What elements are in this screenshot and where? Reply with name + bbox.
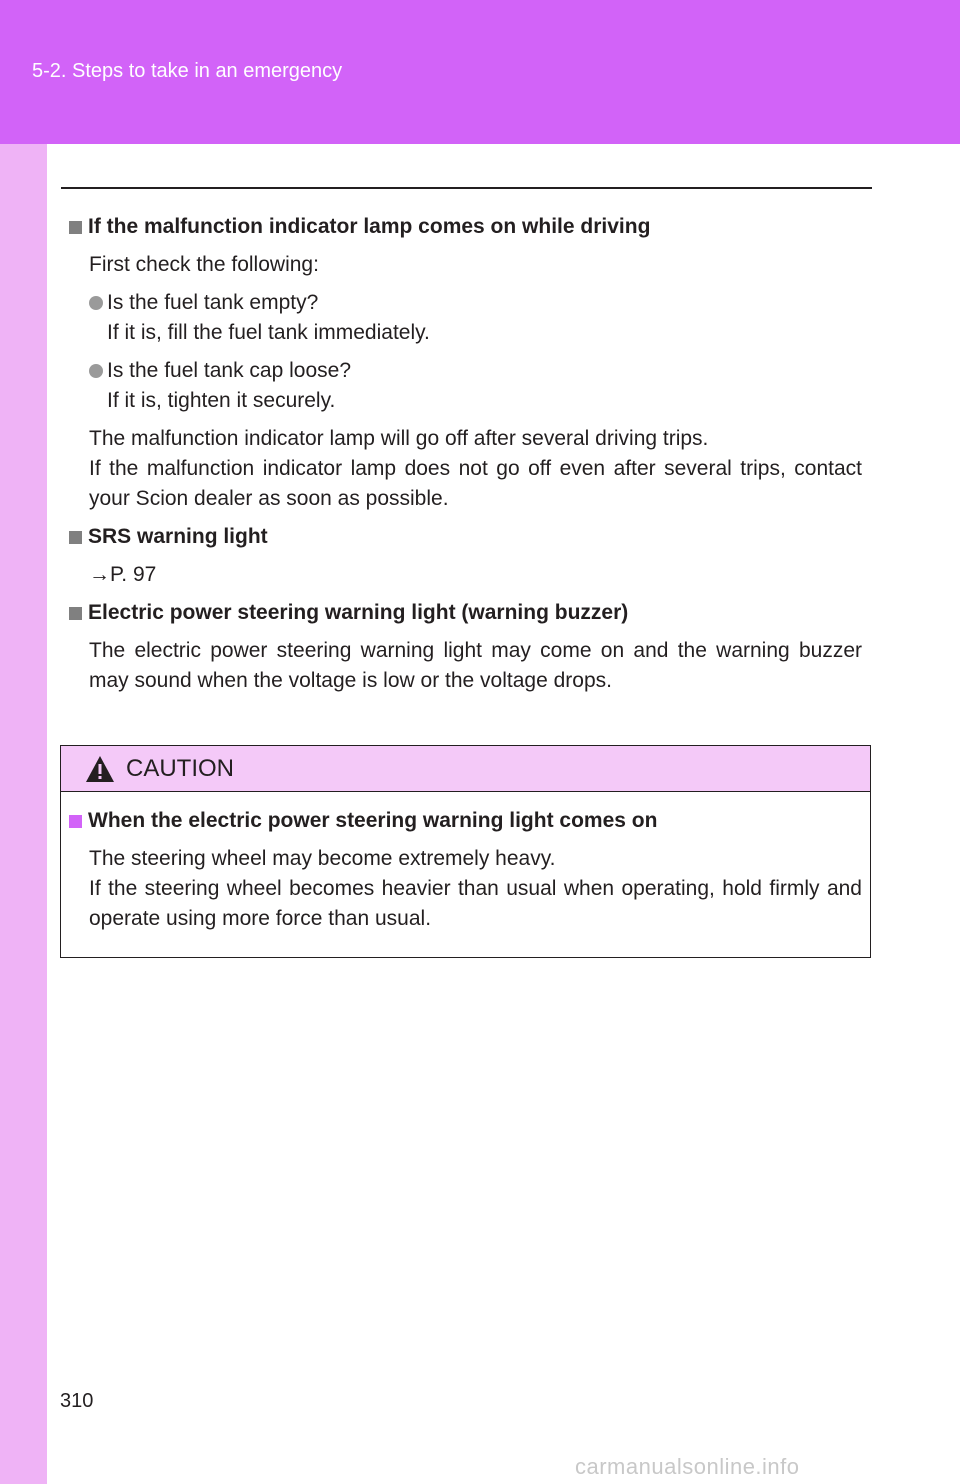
caution-header	[61, 746, 870, 792]
list-item: Is the fuel tank cap loose? If it is, tighten it securely.	[89, 356, 862, 416]
section-title: 5-2. Steps to take in an emergency	[32, 60, 343, 82]
intro-text: First check the following:	[89, 253, 319, 276]
caution-heading: When the electric power steering warning light comes on	[69, 806, 862, 836]
caution-body	[69, 806, 862, 934]
page-number: 310	[60, 1390, 94, 1412]
list-item: Is the fuel tank empty? If it is, fill the fuel tank immediately.	[89, 288, 862, 348]
circle-bullet-icon	[89, 296, 103, 310]
warning-triangle-icon	[85, 754, 115, 784]
square-bullet-icon	[69, 607, 82, 620]
side-bar	[0, 0, 47, 1484]
square-bullet-icon	[69, 815, 82, 828]
outro-text: The malfunction indicator lamp will go off after several driving trips. If the malfunction indicator lamp does not go off even after several trips, contact your Scion dealer as soon as possible.	[89, 427, 862, 510]
watermark: carmanualsonline.info	[575, 1454, 800, 1479]
content	[69, 212, 862, 696]
caution-label: CAUTION	[126, 755, 234, 782]
item-heading-eps: Electric power steering warning light (warning buzzer)	[69, 598, 862, 628]
square-bullet-icon	[69, 221, 82, 234]
circle-bullet-icon	[89, 364, 103, 378]
top-rule	[61, 187, 872, 189]
item-heading-srs: SRS warning light	[69, 522, 862, 552]
caution-text: The steering wheel may become extremely heavy. If the steering wheel becomes heavier than usual when operating, hold firmly and operate using more force than usual.	[89, 847, 862, 930]
caution-box	[60, 745, 871, 958]
eps-text: The electric power steering warning light may come on and the warning buzzer may sound when the voltage is low or the voltage drops.	[89, 639, 862, 692]
item-heading-malfunction: If the malfunction indicator lamp comes on while driving	[69, 212, 862, 242]
page-header	[0, 0, 960, 144]
square-bullet-icon	[69, 531, 82, 544]
page-reference: →P. 97	[89, 563, 157, 586]
